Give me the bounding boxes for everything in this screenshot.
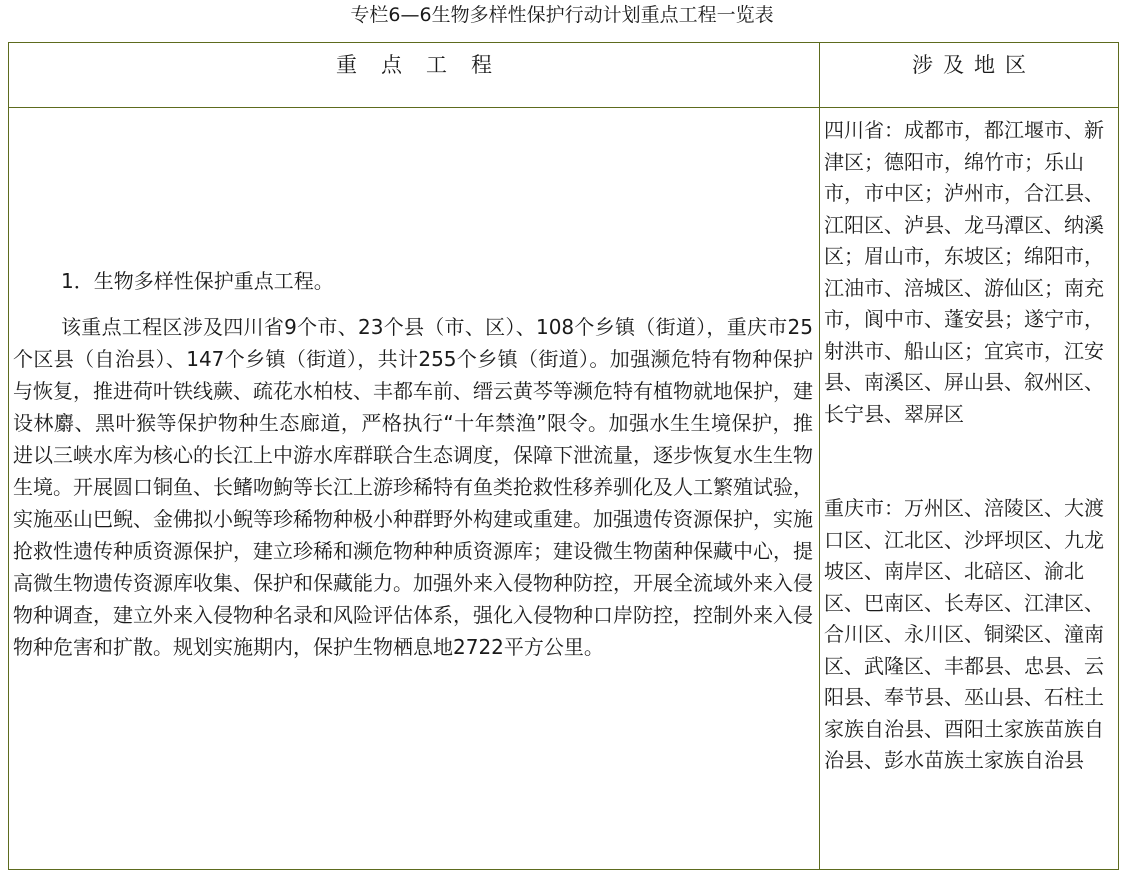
region-sichuan: 四川省：成都市，都江堰市、新津区；德阳市，绵竹市；乐山市，市中区；泸州市，合江县、江阳区、泸县、龙马潭区、纳溪区；眉山市，东坡区；绵阳市，江油市、涪城区、游仙区；南充市，阆中市、蓬安县；遂宁市，射洪市、船山区；宜宾市，江安县、南溪区、屏山县、叙州区、长宁县、翠屏区	[824, 118, 1104, 426]
table-caption: 专栏6—6生物多样性保护行动计划重点工程一览表	[350, 4, 774, 26]
project-description: 该重点工程区涉及四川省9个市、23个县（市、区）、108个乡镇（街道），重庆市25个区县（自治县）、147个乡镇（街道），共计255个乡镇（街道）。加强濒危特有物种保护与恢复，推进荷叶铁线蕨、疏花水柏枝、丰都车前、缙云黄芩等濒危特有植物就地保护，建设林麝、黑叶猴等保护物种生态廊道，严格执行“十年禁渔”限令。加强水生生境保护，推进以三峡水库为核心的长江上中游水库群联合生态调度，保障下泄流量，逐步恢复水生生物生境。开展圆口铜鱼、长鳍吻鮈等长江上游珍稀特有鱼类抢救性移养驯化及人工繁殖试验，实施巫山巴鲵、金佛拟小鲵等珍稀物种极小种群野外构建或重建。加强遗传资源保护，实施抢救性遗传种质资源保护，建立珍稀和濒危物种种质资源库；建设微生物菌种保藏中心，提高微生物遗传资源库收集、保护和保藏能力。加强外来入侵物种防控，开展全流域外来入侵物种调查，建立外来入侵物种名录和风险评估体系，强化入侵物种口岸防控，控制外来入侵物种危害和扩散。规划实施期内，保护生物栖息地2722平方公里。	[13, 315, 813, 659]
region-cell	[824, 115, 1114, 777]
project-title: 1．生物多样性保护重点工程。	[61, 269, 334, 293]
column-divider	[819, 43, 820, 869]
project-cell	[13, 265, 813, 663]
header-key-project: 重点工程	[336, 53, 516, 77]
key-projects-table	[8, 42, 1119, 870]
header-region: 涉及地区	[912, 53, 1036, 77]
header-divider	[9, 107, 1118, 108]
region-chongqing: 重庆市：万州区、涪陵区、大渡口区、江北区、沙坪坝区、九龙坡区、南岸区、北碚区、渝北区、巴南区、长寿区、江津区、合川区、永川区、铜梁区、潼南区、武隆区、丰都县、忠县、云阳县、奉节县、巫山县、石柱土家族自治县、酉阳土家族苗族自治县、彭水苗族土家族自治县	[824, 496, 1104, 772]
